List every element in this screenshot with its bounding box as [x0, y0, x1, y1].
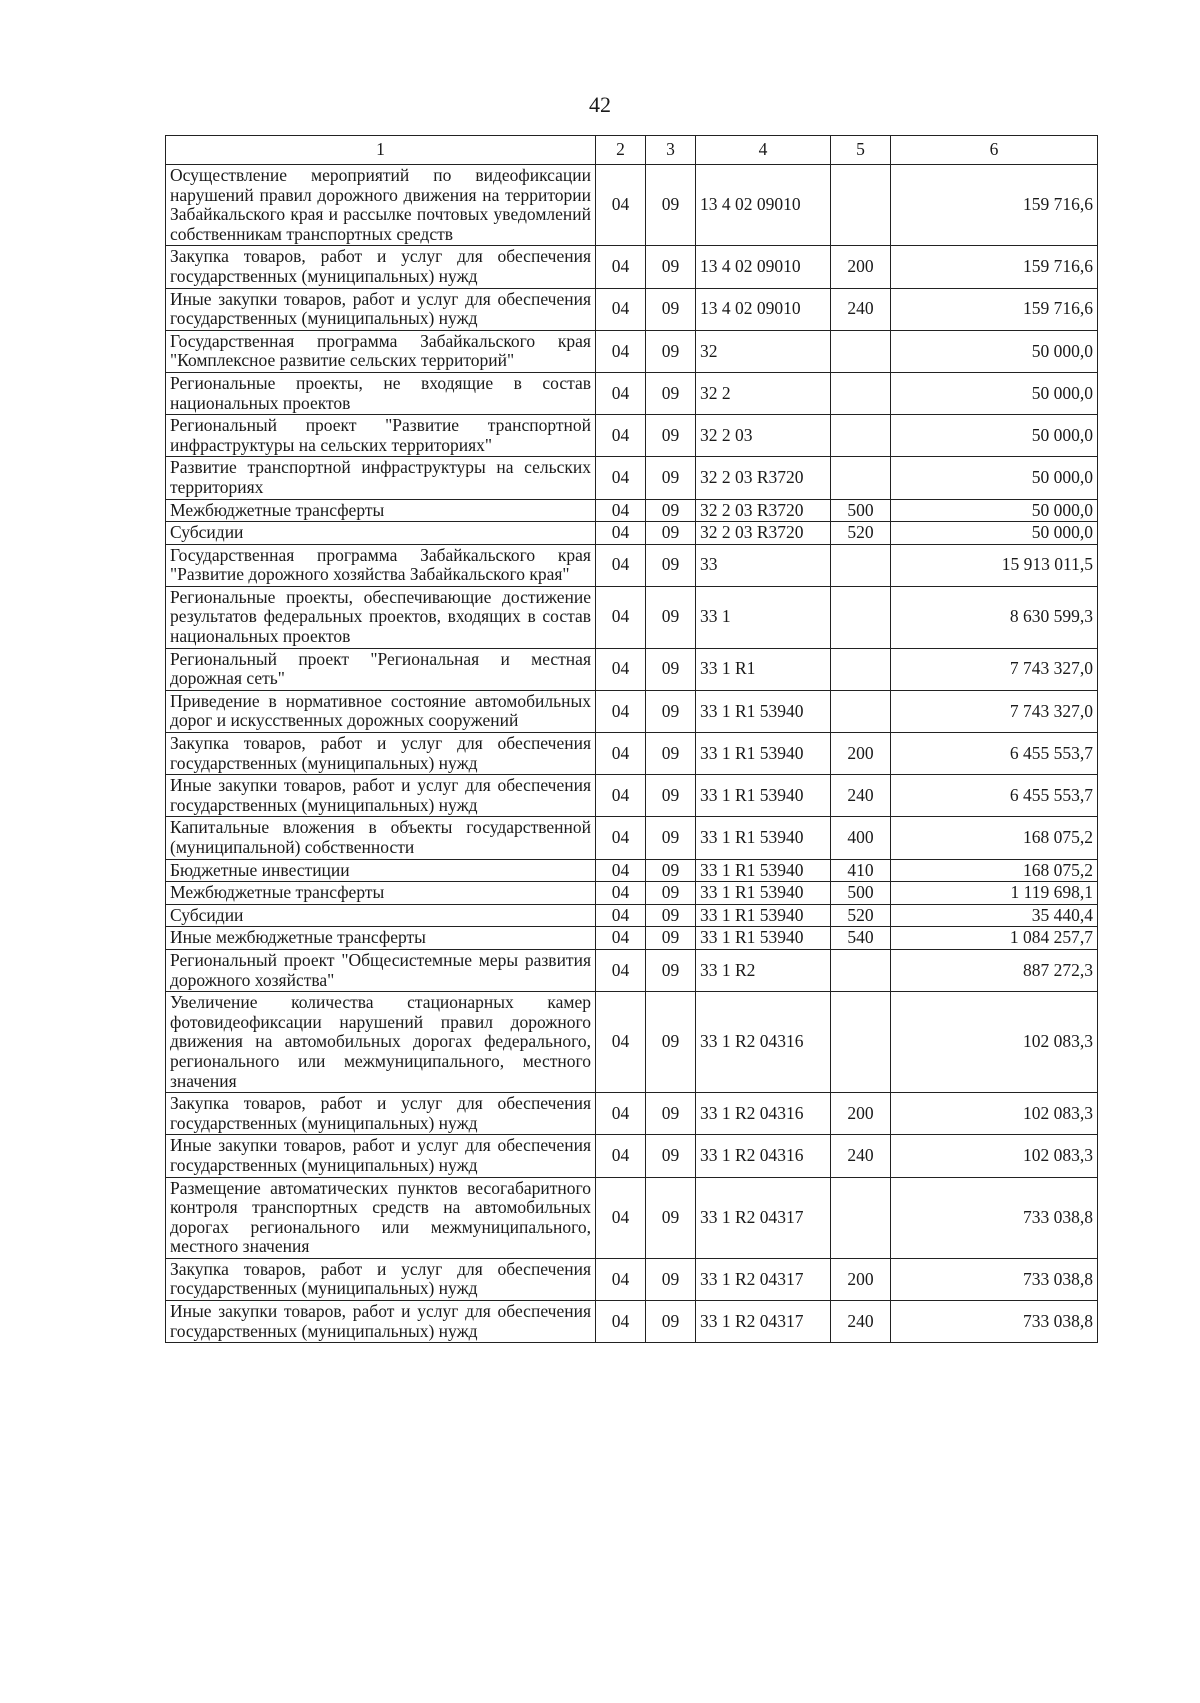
row-target-code-cell: 32 2 03 R3720 — [696, 522, 831, 545]
column-header-1: 1 — [166, 136, 596, 165]
table-row — [166, 1177, 1098, 1258]
row-expense-type-cell — [831, 544, 891, 586]
table-row — [166, 733, 1098, 775]
row-amount-cell: 8 630 599,3 — [891, 586, 1098, 648]
row-name-cell: Иные закупки товаров, работ и услуг для обеспечения государственных (муниципальных) нужд — [166, 1301, 596, 1343]
row-subsection-cell: 09 — [646, 499, 696, 522]
table-row — [166, 372, 1098, 414]
table-row — [166, 859, 1098, 882]
row-target-code-cell: 33 1 R2 — [696, 949, 831, 991]
row-expense-type-cell — [831, 457, 891, 499]
row-subsection-cell: 09 — [646, 544, 696, 586]
row-subsection-cell: 09 — [646, 1093, 696, 1135]
row-subsection-cell: 09 — [646, 949, 696, 991]
row-subsection-cell: 09 — [646, 415, 696, 457]
row-amount-cell: 733 038,8 — [891, 1301, 1098, 1343]
row-subsection-cell: 09 — [646, 927, 696, 950]
row-expense-type-cell — [831, 372, 891, 414]
table-row — [166, 499, 1098, 522]
row-amount-cell: 50 000,0 — [891, 330, 1098, 372]
table-row — [166, 1301, 1098, 1343]
row-amount-cell: 733 038,8 — [891, 1177, 1098, 1258]
row-amount-cell: 168 075,2 — [891, 859, 1098, 882]
row-name-cell: Субсидии — [166, 904, 596, 927]
row-name-cell: Иные межбюджетные трансферты — [166, 927, 596, 950]
row-expense-type-cell — [831, 415, 891, 457]
table-row — [166, 992, 1098, 1093]
row-amount-cell: 50 000,0 — [891, 522, 1098, 545]
row-expense-type-cell: 200 — [831, 1258, 891, 1300]
row-target-code-cell: 33 1 R2 04317 — [696, 1301, 831, 1343]
table-row — [166, 817, 1098, 859]
row-expense-type-cell — [831, 330, 891, 372]
row-amount-cell: 102 083,3 — [891, 1135, 1098, 1177]
row-expense-type-cell: 200 — [831, 246, 891, 288]
table-row — [166, 775, 1098, 817]
row-amount-cell: 1 119 698,1 — [891, 882, 1098, 905]
row-section-cell: 04 — [596, 522, 646, 545]
row-subsection-cell: 09 — [646, 586, 696, 648]
row-expense-type-cell — [831, 1177, 891, 1258]
row-subsection-cell: 09 — [646, 859, 696, 882]
row-name-cell: Закупка товаров, работ и услуг для обеспечения государственных (муниципальных) нужд — [166, 246, 596, 288]
row-section-cell: 04 — [596, 330, 646, 372]
row-target-code-cell: 33 1 — [696, 586, 831, 648]
row-target-code-cell: 33 1 R1 53940 — [696, 882, 831, 905]
row-subsection-cell: 09 — [646, 372, 696, 414]
row-expense-type-cell: 400 — [831, 817, 891, 859]
row-target-code-cell: 32 2 03 R3720 — [696, 499, 831, 522]
row-target-code-cell: 32 2 03 — [696, 415, 831, 457]
row-subsection-cell: 09 — [646, 648, 696, 690]
row-target-code-cell: 33 1 R2 04316 — [696, 1135, 831, 1177]
row-section-cell: 04 — [596, 246, 646, 288]
row-amount-cell: 7 743 327,0 — [891, 690, 1098, 732]
row-name-cell: Региональные проекты, обеспечивающие достижение результатов федеральных проектов, входящих в состав национальных проектов — [166, 586, 596, 648]
row-section-cell: 04 — [596, 1093, 646, 1135]
row-section-cell: 04 — [596, 288, 646, 330]
row-section-cell: 04 — [596, 457, 646, 499]
row-expense-type-cell — [831, 949, 891, 991]
row-name-cell: Иные закупки товаров, работ и услуг для обеспечения государственных (муниципальных) нужд — [166, 288, 596, 330]
row-expense-type-cell: 500 — [831, 499, 891, 522]
row-subsection-cell: 09 — [646, 330, 696, 372]
row-expense-type-cell — [831, 648, 891, 690]
row-section-cell: 04 — [596, 1135, 646, 1177]
row-amount-cell: 50 000,0 — [891, 415, 1098, 457]
table-row — [166, 544, 1098, 586]
row-name-cell: Межбюджетные трансферты — [166, 882, 596, 905]
row-section-cell: 04 — [596, 586, 646, 648]
table-header-row — [166, 136, 1098, 165]
row-target-code-cell: 33 1 R1 — [696, 648, 831, 690]
row-expense-type-cell: 240 — [831, 288, 891, 330]
row-name-cell: Закупка товаров, работ и услуг для обеспечения государственных (муниципальных) нужд — [166, 733, 596, 775]
row-section-cell: 04 — [596, 927, 646, 950]
table-row — [166, 246, 1098, 288]
row-subsection-cell: 09 — [646, 690, 696, 732]
column-header-3: 3 — [646, 136, 696, 165]
row-section-cell: 04 — [596, 690, 646, 732]
table-row — [166, 457, 1098, 499]
row-section-cell: 04 — [596, 817, 646, 859]
row-target-code-cell: 32 2 — [696, 372, 831, 414]
row-expense-type-cell: 410 — [831, 859, 891, 882]
row-target-code-cell: 33 1 R2 04317 — [696, 1177, 831, 1258]
row-section-cell: 04 — [596, 1301, 646, 1343]
row-target-code-cell: 33 1 R1 53940 — [696, 733, 831, 775]
row-section-cell: 04 — [596, 1258, 646, 1300]
row-section-cell: 04 — [596, 544, 646, 586]
row-target-code-cell: 13 4 02 09010 — [696, 165, 831, 246]
row-subsection-cell: 09 — [646, 733, 696, 775]
row-amount-cell: 6 455 553,7 — [891, 733, 1098, 775]
row-section-cell: 04 — [596, 859, 646, 882]
row-section-cell: 04 — [596, 733, 646, 775]
row-section-cell: 04 — [596, 499, 646, 522]
row-name-cell: Региональный проект "Развитие транспортной инфраструктуры на сельских территориях" — [166, 415, 596, 457]
row-target-code-cell: 33 1 R1 53940 — [696, 775, 831, 817]
table-body — [166, 165, 1098, 1343]
row-subsection-cell: 09 — [646, 775, 696, 817]
column-header-4: 4 — [696, 136, 831, 165]
table-row — [166, 165, 1098, 246]
row-name-cell: Развитие транспортной инфраструктуры на сельских территориях — [166, 457, 596, 499]
row-subsection-cell: 09 — [646, 457, 696, 499]
table-row — [166, 330, 1098, 372]
table-row — [166, 1258, 1098, 1300]
row-amount-cell: 15 913 011,5 — [891, 544, 1098, 586]
row-name-cell: Иные закупки товаров, работ и услуг для обеспечения государственных (муниципальных) нужд — [166, 775, 596, 817]
column-header-6: 6 — [891, 136, 1098, 165]
row-expense-type-cell — [831, 992, 891, 1093]
row-target-code-cell: 32 — [696, 330, 831, 372]
row-expense-type-cell: 200 — [831, 1093, 891, 1135]
row-target-code-cell: 13 4 02 09010 — [696, 288, 831, 330]
row-subsection-cell: 09 — [646, 1258, 696, 1300]
row-expense-type-cell: 240 — [831, 1301, 891, 1343]
row-name-cell: Увеличение количества стационарных камер фотовидеофиксации нарушений правил дорожного движения на автомобильных дорогах федерального, регионального или межмуниципального, местного значения — [166, 992, 596, 1093]
row-expense-type-cell: 240 — [831, 1135, 891, 1177]
row-name-cell: Бюджетные инвестиции — [166, 859, 596, 882]
row-name-cell: Субсидии — [166, 522, 596, 545]
row-subsection-cell: 09 — [646, 882, 696, 905]
row-name-cell: Размещение автоматических пунктов весогабаритного контроля транспортных средств на автомобильных дорогах регионального или межмуниципального, местного значения — [166, 1177, 596, 1258]
row-target-code-cell: 33 1 R1 53940 — [696, 927, 831, 950]
row-name-cell: Осуществление мероприятий по видеофиксации нарушений правил дорожного движения на территории Забайкальского края и рассылке почтовых уведомлений собственникам транспортных средств — [166, 165, 596, 246]
row-amount-cell: 35 440,4 — [891, 904, 1098, 927]
row-target-code-cell: 33 1 R2 04316 — [696, 1093, 831, 1135]
table-row — [166, 415, 1098, 457]
row-expense-type-cell — [831, 165, 891, 246]
row-name-cell: Закупка товаров, работ и услуг для обеспечения государственных (муниципальных) нужд — [166, 1258, 596, 1300]
row-amount-cell: 7 743 327,0 — [891, 648, 1098, 690]
row-expense-type-cell: 520 — [831, 904, 891, 927]
row-section-cell: 04 — [596, 904, 646, 927]
page-number: 42 — [589, 92, 611, 117]
row-expense-type-cell — [831, 586, 891, 648]
table-row — [166, 1093, 1098, 1135]
row-amount-cell: 887 272,3 — [891, 949, 1098, 991]
table-row — [166, 690, 1098, 732]
table-row — [166, 882, 1098, 905]
row-section-cell: 04 — [596, 775, 646, 817]
row-name-cell: Закупка товаров, работ и услуг для обеспечения государственных (муниципальных) нужд — [166, 1093, 596, 1135]
row-section-cell: 04 — [596, 882, 646, 905]
row-amount-cell: 6 455 553,7 — [891, 775, 1098, 817]
row-section-cell: 04 — [596, 648, 646, 690]
row-name-cell: Региональный проект "Общесистемные меры развития дорожного хозяйства" — [166, 949, 596, 991]
row-subsection-cell: 09 — [646, 246, 696, 288]
row-name-cell: Государственная программа Забайкальского края "Развитие дорожного хозяйства Забайкальского края" — [166, 544, 596, 586]
row-name-cell: Иные закупки товаров, работ и услуг для обеспечения государственных (муниципальных) нужд — [166, 1135, 596, 1177]
row-amount-cell: 102 083,3 — [891, 992, 1098, 1093]
row-subsection-cell: 09 — [646, 1177, 696, 1258]
row-target-code-cell: 33 — [696, 544, 831, 586]
row-amount-cell: 102 083,3 — [891, 1093, 1098, 1135]
row-target-code-cell: 33 1 R2 04316 — [696, 992, 831, 1093]
row-amount-cell: 159 716,6 — [891, 288, 1098, 330]
row-expense-type-cell: 500 — [831, 882, 891, 905]
row-subsection-cell: 09 — [646, 522, 696, 545]
column-header-5: 5 — [831, 136, 891, 165]
table-row — [166, 1135, 1098, 1177]
row-name-cell: Приведение в нормативное состояние автомобильных дорог и искусственных дорожных сооружений — [166, 690, 596, 732]
row-amount-cell: 1 084 257,7 — [891, 927, 1098, 950]
row-target-code-cell: 33 1 R1 53940 — [696, 817, 831, 859]
table-row — [166, 927, 1098, 950]
column-header-2: 2 — [596, 136, 646, 165]
row-target-code-cell: 33 1 R2 04317 — [696, 1258, 831, 1300]
row-expense-type-cell: 520 — [831, 522, 891, 545]
row-amount-cell: 50 000,0 — [891, 499, 1098, 522]
row-name-cell: Региональные проекты, не входящие в состав национальных проектов — [166, 372, 596, 414]
row-expense-type-cell: 200 — [831, 733, 891, 775]
row-target-code-cell: 33 1 R1 53940 — [696, 859, 831, 882]
row-expense-type-cell — [831, 690, 891, 732]
table-row — [166, 648, 1098, 690]
row-name-cell: Капитальные вложения в объекты государственной (муниципальной) собственности — [166, 817, 596, 859]
row-name-cell: Государственная программа Забайкальского края "Комплексное развитие сельских территорий" — [166, 330, 596, 372]
row-subsection-cell: 09 — [646, 992, 696, 1093]
row-target-code-cell: 32 2 03 R3720 — [696, 457, 831, 499]
row-amount-cell: 50 000,0 — [891, 372, 1098, 414]
row-subsection-cell: 09 — [646, 904, 696, 927]
row-target-code-cell: 33 1 R1 53940 — [696, 904, 831, 927]
row-amount-cell: 168 075,2 — [891, 817, 1098, 859]
row-name-cell: Межбюджетные трансферты — [166, 499, 596, 522]
row-amount-cell: 159 716,6 — [891, 165, 1098, 246]
row-amount-cell: 159 716,6 — [891, 246, 1098, 288]
row-section-cell: 04 — [596, 165, 646, 246]
table-row — [166, 522, 1098, 545]
table-row — [166, 904, 1098, 927]
row-section-cell: 04 — [596, 1177, 646, 1258]
row-subsection-cell: 09 — [646, 165, 696, 246]
table-row — [166, 949, 1098, 991]
row-section-cell: 04 — [596, 949, 646, 991]
row-section-cell: 04 — [596, 372, 646, 414]
row-target-code-cell: 13 4 02 09010 — [696, 246, 831, 288]
row-section-cell: 04 — [596, 415, 646, 457]
row-amount-cell: 50 000,0 — [891, 457, 1098, 499]
row-target-code-cell: 33 1 R1 53940 — [696, 690, 831, 732]
row-expense-type-cell: 540 — [831, 927, 891, 950]
budget-table — [165, 135, 1098, 1343]
row-name-cell: Региональный проект "Региональная и местная дорожная сеть" — [166, 648, 596, 690]
row-amount-cell: 733 038,8 — [891, 1258, 1098, 1300]
table-row — [166, 288, 1098, 330]
table-row — [166, 586, 1098, 648]
row-subsection-cell: 09 — [646, 817, 696, 859]
row-subsection-cell: 09 — [646, 1135, 696, 1177]
row-subsection-cell: 09 — [646, 288, 696, 330]
row-expense-type-cell: 240 — [831, 775, 891, 817]
row-subsection-cell: 09 — [646, 1301, 696, 1343]
row-section-cell: 04 — [596, 992, 646, 1093]
